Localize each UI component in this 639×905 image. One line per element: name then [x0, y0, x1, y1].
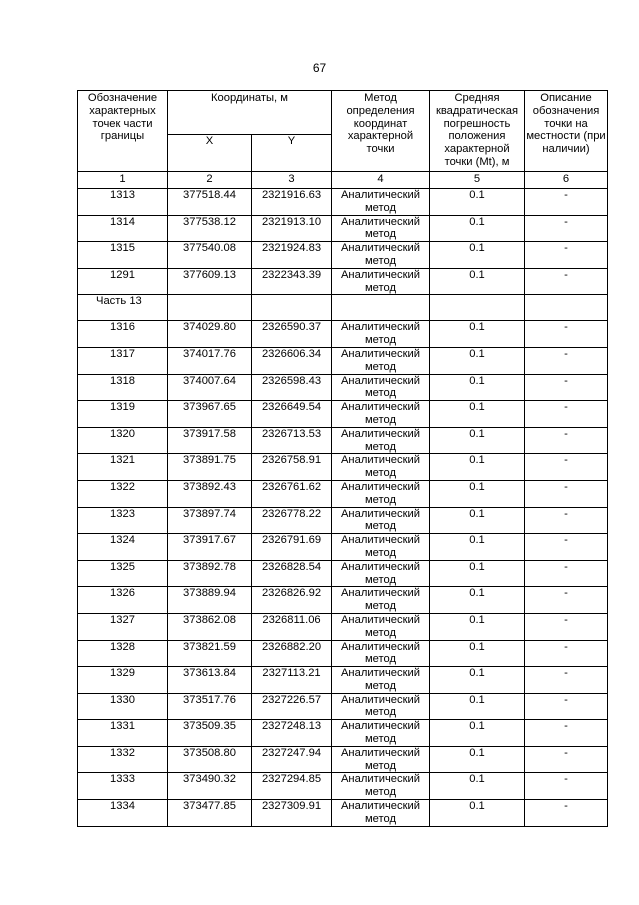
- x-cell: 373509.35: [168, 720, 252, 747]
- description-cell: -: [525, 401, 608, 428]
- table-row: [78, 454, 608, 481]
- y-cell: 2327226.57: [252, 693, 332, 720]
- y-cell: 2321924.83: [252, 242, 332, 269]
- column-number: 3: [252, 172, 332, 189]
- error-cell: 0.1: [430, 454, 525, 481]
- description-cell: -: [525, 534, 608, 561]
- page-number: 67: [312, 61, 327, 75]
- description-cell: -: [525, 427, 608, 454]
- description-cell: -: [525, 613, 608, 640]
- method-cell: Аналитический метод: [332, 401, 430, 428]
- table-row: [78, 427, 608, 454]
- table-row: [78, 321, 608, 348]
- point-cell: 1291: [78, 268, 168, 295]
- y-cell: 2326826.92: [252, 587, 332, 614]
- y-cell: 2326590.37: [252, 321, 332, 348]
- header-method: Метод определения координат характерной точки: [332, 91, 430, 172]
- y-cell: 2326758.91: [252, 454, 332, 481]
- x-cell: 377540.08: [168, 242, 252, 269]
- error-cell: 0.1: [430, 321, 525, 348]
- y-cell: 2321916.63: [252, 189, 332, 216]
- table-row: [78, 268, 608, 295]
- table-row: [78, 667, 608, 694]
- error-cell: 0.1: [430, 401, 525, 428]
- error-cell: 0.1: [430, 374, 525, 401]
- point-cell: 1324: [78, 534, 168, 561]
- method-cell: Аналитический метод: [332, 534, 430, 561]
- method-cell: Аналитический метод: [332, 427, 430, 454]
- x-cell: 374029.80: [168, 321, 252, 348]
- table-row: [78, 587, 608, 614]
- method-cell: Аналитический метод: [332, 773, 430, 800]
- table-row: [78, 507, 608, 534]
- error-cell: 0.1: [430, 560, 525, 587]
- point-cell: 1330: [78, 693, 168, 720]
- error-cell: 0.1: [430, 613, 525, 640]
- column-number: 5: [430, 172, 525, 189]
- method-cell: Аналитический метод: [332, 480, 430, 507]
- empty-cell: [168, 295, 252, 321]
- error-cell: 0.1: [430, 720, 525, 747]
- error-cell: 0.1: [430, 587, 525, 614]
- y-cell: 2326606.34: [252, 347, 332, 374]
- method-cell: Аналитический метод: [332, 268, 430, 295]
- part-label: Часть 13: [78, 295, 168, 321]
- table-row: [78, 189, 608, 216]
- table-row: [78, 480, 608, 507]
- method-cell: Аналитический метод: [332, 560, 430, 587]
- x-cell: 373892.78: [168, 560, 252, 587]
- table-row: [78, 560, 608, 587]
- description-cell: -: [525, 454, 608, 481]
- error-cell: 0.1: [430, 800, 525, 827]
- description-cell: -: [525, 374, 608, 401]
- y-cell: 2326828.54: [252, 560, 332, 587]
- table-row: [78, 347, 608, 374]
- point-cell: 1334: [78, 800, 168, 827]
- point-cell: 1315: [78, 242, 168, 269]
- description-cell: -: [525, 215, 608, 242]
- description-cell: -: [525, 746, 608, 773]
- method-cell: Аналитический метод: [332, 507, 430, 534]
- point-cell: 1318: [78, 374, 168, 401]
- description-cell: -: [525, 587, 608, 614]
- method-cell: Аналитический метод: [332, 374, 430, 401]
- error-cell: 0.1: [430, 693, 525, 720]
- description-cell: -: [525, 321, 608, 348]
- empty-cell: [252, 295, 332, 321]
- header-coordinates: Координаты, м: [168, 91, 332, 135]
- y-cell: 2326761.62: [252, 480, 332, 507]
- error-cell: 0.1: [430, 347, 525, 374]
- error-cell: 0.1: [430, 667, 525, 694]
- point-cell: 1321: [78, 454, 168, 481]
- method-cell: Аналитический метод: [332, 587, 430, 614]
- method-cell: Аналитический метод: [332, 242, 430, 269]
- header-error: Средняя квадратическая погрешность положения характерной точки (Mt), м: [430, 91, 525, 172]
- point-cell: 1316: [78, 321, 168, 348]
- point-cell: 1317: [78, 347, 168, 374]
- x-cell: 373891.75: [168, 454, 252, 481]
- y-cell: 2326713.53: [252, 427, 332, 454]
- error-cell: 0.1: [430, 480, 525, 507]
- column-number: 6: [525, 172, 608, 189]
- y-cell: 2327248.13: [252, 720, 332, 747]
- table-row: [78, 374, 608, 401]
- error-cell: 0.1: [430, 189, 525, 216]
- empty-cell: [525, 295, 608, 321]
- y-cell: 2326811.06: [252, 613, 332, 640]
- x-cell: 373897.74: [168, 507, 252, 534]
- point-cell: 1320: [78, 427, 168, 454]
- description-cell: -: [525, 720, 608, 747]
- x-cell: 374017.76: [168, 347, 252, 374]
- x-cell: 373967.65: [168, 401, 252, 428]
- error-cell: 0.1: [430, 268, 525, 295]
- y-cell: 2321913.10: [252, 215, 332, 242]
- column-number: 1: [78, 172, 168, 189]
- x-cell: 373508.80: [168, 746, 252, 773]
- description-cell: -: [525, 507, 608, 534]
- point-cell: 1313: [78, 189, 168, 216]
- y-cell: 2322343.39: [252, 268, 332, 295]
- description-cell: -: [525, 268, 608, 295]
- table-row: [78, 693, 608, 720]
- x-cell: 373892.43: [168, 480, 252, 507]
- y-cell: 2326882.20: [252, 640, 332, 667]
- empty-cell: [332, 295, 430, 321]
- x-cell: 377538.12: [168, 215, 252, 242]
- method-cell: Аналитический метод: [332, 215, 430, 242]
- point-cell: 1322: [78, 480, 168, 507]
- x-cell: 374007.64: [168, 374, 252, 401]
- method-cell: Аналитический метод: [332, 720, 430, 747]
- header-point-designation: Обозначение характерных точек части границы: [78, 91, 168, 172]
- method-cell: Аналитический метод: [332, 454, 430, 481]
- point-cell: 1326: [78, 587, 168, 614]
- description-cell: -: [525, 189, 608, 216]
- table-row: [78, 215, 608, 242]
- description-cell: -: [525, 347, 608, 374]
- point-cell: 1323: [78, 507, 168, 534]
- x-cell: 373613.84: [168, 667, 252, 694]
- method-cell: Аналитический метод: [332, 189, 430, 216]
- method-cell: Аналитический метод: [332, 667, 430, 694]
- point-cell: 1319: [78, 401, 168, 428]
- method-cell: Аналитический метод: [332, 800, 430, 827]
- table-row: [78, 773, 608, 800]
- column-number: 2: [168, 172, 252, 189]
- x-cell: 373862.08: [168, 613, 252, 640]
- error-cell: 0.1: [430, 746, 525, 773]
- description-cell: -: [525, 640, 608, 667]
- description-cell: -: [525, 773, 608, 800]
- description-cell: -: [525, 800, 608, 827]
- description-cell: -: [525, 693, 608, 720]
- y-cell: 2327309.91: [252, 800, 332, 827]
- error-cell: 0.1: [430, 640, 525, 667]
- error-cell: 0.1: [430, 534, 525, 561]
- y-cell: 2327113.21: [252, 667, 332, 694]
- x-cell: 373517.76: [168, 693, 252, 720]
- error-cell: 0.1: [430, 242, 525, 269]
- table-body: [78, 91, 608, 827]
- point-cell: 1328: [78, 640, 168, 667]
- description-cell: -: [525, 480, 608, 507]
- x-cell: 373917.67: [168, 534, 252, 561]
- error-cell: 0.1: [430, 215, 525, 242]
- table-row: [78, 746, 608, 773]
- table-row: [78, 401, 608, 428]
- description-cell: -: [525, 667, 608, 694]
- method-cell: Аналитический метод: [332, 613, 430, 640]
- point-cell: 1327: [78, 613, 168, 640]
- y-cell: 2326791.69: [252, 534, 332, 561]
- x-cell: 373917.58: [168, 427, 252, 454]
- description-cell: -: [525, 560, 608, 587]
- y-cell: 2326778.22: [252, 507, 332, 534]
- point-cell: 1314: [78, 215, 168, 242]
- column-number-row: [78, 172, 608, 189]
- point-cell: 1333: [78, 773, 168, 800]
- x-cell: 373477.85: [168, 800, 252, 827]
- table-row: [78, 613, 608, 640]
- y-cell: 2327247.94: [252, 746, 332, 773]
- point-cell: 1332: [78, 746, 168, 773]
- header-x: X: [168, 135, 252, 172]
- method-cell: Аналитический метод: [332, 693, 430, 720]
- table-row: [78, 720, 608, 747]
- x-cell: 373490.32: [168, 773, 252, 800]
- method-cell: Аналитический метод: [332, 321, 430, 348]
- method-cell: Аналитический метод: [332, 746, 430, 773]
- empty-cell: [430, 295, 525, 321]
- x-cell: 373821.59: [168, 640, 252, 667]
- table-row: [78, 800, 608, 827]
- x-cell: 373889.94: [168, 587, 252, 614]
- x-cell: 377609.13: [168, 268, 252, 295]
- y-cell: 2327294.85: [252, 773, 332, 800]
- point-cell: 1329: [78, 667, 168, 694]
- error-cell: 0.1: [430, 773, 525, 800]
- column-number: 4: [332, 172, 430, 189]
- header-row: [78, 91, 608, 135]
- method-cell: Аналитический метод: [332, 640, 430, 667]
- table-row: [78, 242, 608, 269]
- y-cell: 2326598.43: [252, 374, 332, 401]
- error-cell: 0.1: [430, 427, 525, 454]
- coordinates-table: [77, 90, 608, 827]
- part-row: [78, 295, 608, 321]
- table-row: [78, 534, 608, 561]
- x-cell: 377518.44: [168, 189, 252, 216]
- header-description: Описание обозначения точки на местности (при наличии): [525, 91, 608, 172]
- description-cell: -: [525, 242, 608, 269]
- header-y: Y: [252, 135, 332, 172]
- method-cell: Аналитический метод: [332, 347, 430, 374]
- y-cell: 2326649.54: [252, 401, 332, 428]
- point-cell: 1325: [78, 560, 168, 587]
- point-cell: 1331: [78, 720, 168, 747]
- table-row: [78, 640, 608, 667]
- error-cell: 0.1: [430, 507, 525, 534]
